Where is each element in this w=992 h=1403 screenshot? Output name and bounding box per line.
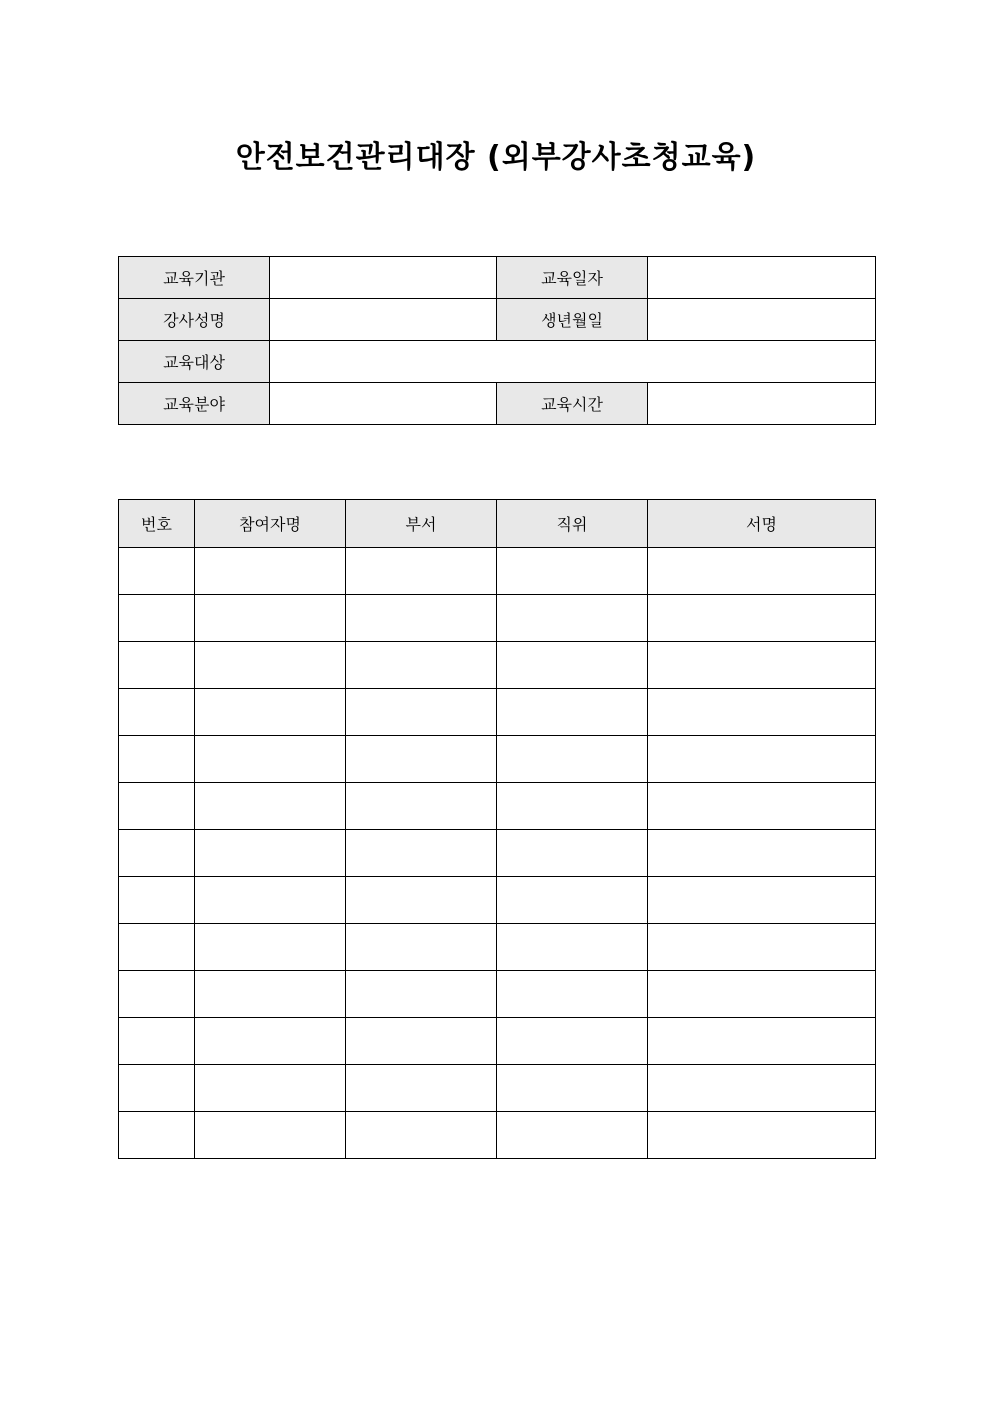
signature-cell[interactable] <box>648 689 876 736</box>
table-row <box>119 1112 876 1159</box>
participant-name-cell[interactable] <box>195 924 346 971</box>
field-field[interactable] <box>270 383 497 425</box>
participant-name-cell[interactable] <box>195 830 346 877</box>
target-field[interactable] <box>270 341 876 383</box>
header-department: 부서 <box>346 500 497 548</box>
number-cell[interactable] <box>119 736 195 783</box>
instructor-name-field[interactable] <box>270 299 497 341</box>
signature-cell[interactable] <box>648 642 876 689</box>
position-cell[interactable] <box>497 689 648 736</box>
signature-cell[interactable] <box>648 830 876 877</box>
participant-name-cell[interactable] <box>195 1018 346 1065</box>
header-position: 직위 <box>497 500 648 548</box>
table-row <box>119 642 876 689</box>
position-cell[interactable] <box>497 595 648 642</box>
number-cell[interactable] <box>119 595 195 642</box>
header-signature: 서명 <box>648 500 876 548</box>
table-row <box>119 595 876 642</box>
participant-name-cell[interactable] <box>195 736 346 783</box>
participant-name-cell[interactable] <box>195 971 346 1018</box>
institution-field[interactable] <box>270 257 497 299</box>
department-cell[interactable] <box>346 689 497 736</box>
attendee-table <box>118 499 876 1159</box>
department-cell[interactable] <box>346 830 497 877</box>
signature-cell[interactable] <box>648 1018 876 1065</box>
position-cell[interactable] <box>497 548 648 595</box>
department-cell[interactable] <box>346 1065 497 1112</box>
signature-cell[interactable] <box>648 783 876 830</box>
participant-name-cell[interactable] <box>195 548 346 595</box>
participant-name-cell[interactable] <box>195 689 346 736</box>
position-cell[interactable] <box>497 1112 648 1159</box>
table-row <box>119 830 876 877</box>
signature-cell[interactable] <box>648 548 876 595</box>
institution-label: 교육기관 <box>119 257 270 299</box>
number-cell[interactable] <box>119 1065 195 1112</box>
participant-name-cell[interactable] <box>195 783 346 830</box>
signature-cell[interactable] <box>648 1065 876 1112</box>
number-cell[interactable] <box>119 642 195 689</box>
info-row <box>119 299 876 341</box>
number-cell[interactable] <box>119 830 195 877</box>
position-cell[interactable] <box>497 1065 648 1112</box>
participant-name-cell[interactable] <box>195 642 346 689</box>
info-row <box>119 383 876 425</box>
department-cell[interactable] <box>346 736 497 783</box>
birth-date-field[interactable] <box>648 299 876 341</box>
instructor-name-label: 강사성명 <box>119 299 270 341</box>
education-info-table <box>118 256 876 425</box>
position-cell[interactable] <box>497 877 648 924</box>
attendee-header-row <box>119 500 876 548</box>
number-cell[interactable] <box>119 924 195 971</box>
time-field[interactable] <box>648 383 876 425</box>
position-cell[interactable] <box>497 736 648 783</box>
position-cell[interactable] <box>497 830 648 877</box>
department-cell[interactable] <box>346 1112 497 1159</box>
header-number: 번호 <box>119 500 195 548</box>
department-cell[interactable] <box>346 877 497 924</box>
position-cell[interactable] <box>497 642 648 689</box>
number-cell[interactable] <box>119 971 195 1018</box>
participant-name-cell[interactable] <box>195 877 346 924</box>
info-row <box>119 257 876 299</box>
number-cell[interactable] <box>119 689 195 736</box>
signature-cell[interactable] <box>648 736 876 783</box>
time-label: 교육시간 <box>497 383 648 425</box>
table-row <box>119 1018 876 1065</box>
signature-cell[interactable] <box>648 595 876 642</box>
table-row <box>119 971 876 1018</box>
number-cell[interactable] <box>119 783 195 830</box>
table-row <box>119 689 876 736</box>
number-cell[interactable] <box>119 1112 195 1159</box>
date-field[interactable] <box>648 257 876 299</box>
department-cell[interactable] <box>346 548 497 595</box>
participant-name-cell[interactable] <box>195 1065 346 1112</box>
participant-name-cell[interactable] <box>195 595 346 642</box>
table-row <box>119 736 876 783</box>
participant-name-cell[interactable] <box>195 1112 346 1159</box>
department-cell[interactable] <box>346 595 497 642</box>
position-cell[interactable] <box>497 783 648 830</box>
date-label: 교육일자 <box>497 257 648 299</box>
birth-date-label: 생년월일 <box>497 299 648 341</box>
position-cell[interactable] <box>497 1018 648 1065</box>
department-cell[interactable] <box>346 783 497 830</box>
table-row <box>119 924 876 971</box>
info-row <box>119 341 876 383</box>
signature-cell[interactable] <box>648 924 876 971</box>
table-row <box>119 548 876 595</box>
table-row <box>119 783 876 830</box>
department-cell[interactable] <box>346 642 497 689</box>
department-cell[interactable] <box>346 1018 497 1065</box>
target-label: 교육대상 <box>119 341 270 383</box>
number-cell[interactable] <box>119 877 195 924</box>
position-cell[interactable] <box>497 971 648 1018</box>
number-cell[interactable] <box>119 1018 195 1065</box>
table-row <box>119 877 876 924</box>
signature-cell[interactable] <box>648 1112 876 1159</box>
table-row <box>119 1065 876 1112</box>
signature-cell[interactable] <box>648 971 876 1018</box>
position-cell[interactable] <box>497 924 648 971</box>
department-cell[interactable] <box>346 971 497 1018</box>
department-cell[interactable] <box>346 924 497 971</box>
header-participant-name: 참여자명 <box>195 500 346 548</box>
signature-cell[interactable] <box>648 877 876 924</box>
number-cell[interactable] <box>119 548 195 595</box>
document-title: 안전보건관리대장 (외부강사초청교육) <box>235 140 757 175</box>
field-label: 교육분야 <box>119 383 270 425</box>
